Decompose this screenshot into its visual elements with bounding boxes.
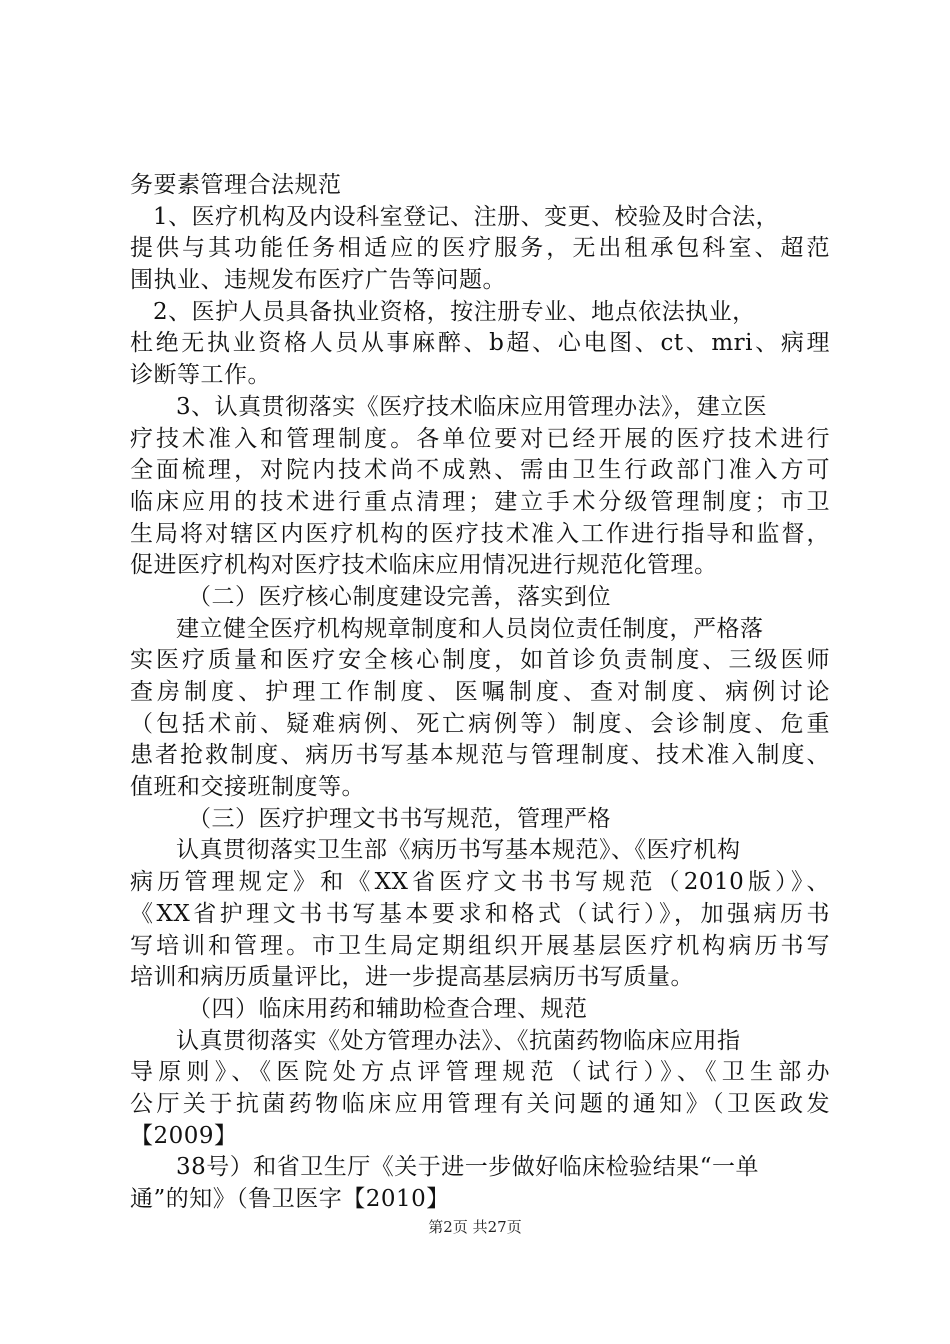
- text-line: 病历管理规定》和《XX省医疗文书书写规范（2010版）》、: [130, 869, 830, 896]
- text-line: 2、医护人员具备执业资格，按注册专业、地点依法执业，: [153, 298, 756, 325]
- section-heading: （三）医疗护理文书书写规范，管理严格: [188, 805, 611, 832]
- text-line: 杜绝无执业资格人员从事麻醉、b超、心电图、ct、mri、病理: [130, 330, 830, 357]
- document-body: [130, 170, 830, 1216]
- text-line: 提供与其功能任务相适应的医疗服务，无出租承包科室、超范: [130, 235, 830, 262]
- text-line: 查房制度、护理工作制度、医嘱制度、查对制度、病例讨论: [130, 679, 830, 705]
- text-line: 通”的知》（鲁卫医字【2010】: [130, 1186, 450, 1212]
- text-line: 导原则》、《医院处方点评管理规范（试行）》、《卫生部办: [130, 1059, 830, 1086]
- text-line: 1、医疗机构及内设科室登记、注册、变更、校验及时合法，: [153, 203, 780, 230]
- text-line: 全面梳理，对院内技术尚不成熟、需由卫生行政部门准入方可: [130, 457, 830, 484]
- text-line: 3、认真贯彻落实《医疗技术临床应用管理办法》，建立医: [176, 393, 768, 420]
- text-line: 38号）和省卫生厅《关于进一步做好临床检验结果“一单: [176, 1154, 760, 1181]
- text-line: 建立健全医疗机构规章制度和人员岗位责任制度，严格落: [176, 615, 764, 642]
- page-number-footer: 第2页 共27页: [428, 1218, 522, 1236]
- text-line: 务要素管理合法规范: [130, 172, 342, 198]
- text-line: 【2009】: [130, 1122, 238, 1149]
- text-line: 公厅关于抗菌药物临床应用管理有关问题的通知》（卫医政发: [130, 1090, 830, 1117]
- text-line: 患者抢救制度、病历书写基本规范与管理制度、技术准入制度、: [130, 742, 830, 769]
- text-line: （包括术前、疑难病例、死亡病例等）制度、会诊制度、危重: [130, 710, 830, 737]
- text-line: 临床应用的技术进行重点清理；建立手术分级管理制度；市卫: [130, 488, 830, 515]
- text-line: 诊断等工作。: [130, 362, 271, 389]
- text-line: 写培训和管理。市卫生局定期组织开展基层医疗机构病历书写: [130, 932, 830, 959]
- text-line: 《XX省护理文书书写基本要求和格式（试行）》，加强病历书: [130, 900, 830, 927]
- text-line: 值班和交接班制度等。: [130, 774, 365, 801]
- text-line: 疗技术准入和管理制度。各单位要对已经开展的医疗技术进行: [130, 425, 830, 452]
- text-line: 培训和病历质量评比，进一步提高基层病历书写质量。: [130, 964, 694, 991]
- text-line: 实医疗质量和医疗安全核心制度，如首诊负责制度、三级医师: [130, 647, 830, 674]
- text-line: 认真贯彻落实《处方管理办法》、《抗菌药物临床应用指: [176, 1027, 741, 1054]
- text-line: 围执业、违规发布医疗广告等问题。: [130, 267, 506, 294]
- text-line: 生局将对辖区内医疗机构的医疗技术准入工作进行指导和监督，: [130, 520, 830, 547]
- text-line: 促进医疗机构对医疗技术临床应用情况进行规范化管理。: [130, 552, 718, 579]
- section-heading: （二）医疗核心制度建设完善，落实到位: [188, 583, 611, 610]
- section-heading: （四）临床用药和辅助检查合理、规范: [188, 995, 588, 1022]
- text-line: 认真贯彻落实卫生部《病历书写基本规范》、《医疗机构: [176, 837, 741, 864]
